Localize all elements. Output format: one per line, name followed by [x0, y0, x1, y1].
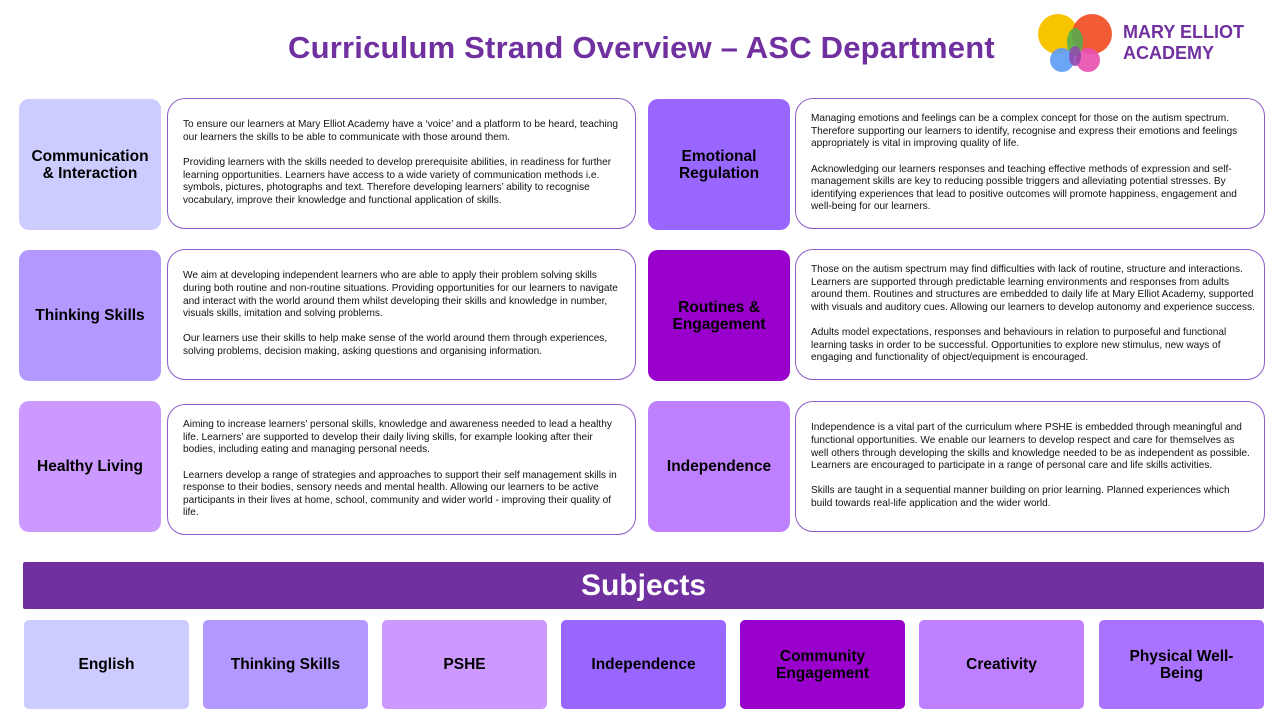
subject-creativity: Creativity	[919, 620, 1084, 709]
logo-line-2: ACADEMY	[1123, 43, 1215, 63]
strand-description-communication: To ensure our learners at Mary Elliot Academy have a ‘voice’ and a platform to be heard, teaching our learners the skills to be able to communicate with those around them. Providing learners with the skills needed to develop prerequisite abilities, in readiness for further learning opportunities. Learners have access to a wide variety of communication methods i.e. symbols, pictures, photographs and text. Therefore developing learners’ ability to recognise vocabulary, improve their knowledge and functional application of skills.	[167, 98, 636, 229]
subjects-heading: Subjects	[580, 568, 707, 602]
subjects-heading-bar	[23, 562, 1264, 609]
strand-label-thinking-skills: Thinking Skills	[19, 250, 161, 381]
subject-pshe: PSHE	[382, 620, 547, 709]
academy-logo	[1036, 12, 1272, 72]
strand-label-emotional-regulation: Emotional Regulation	[648, 99, 790, 230]
strand-label-healthy-living: Healthy Living	[19, 401, 161, 532]
strand-label-independence: Independence	[648, 401, 790, 532]
subject-thinking-skills: Thinking Skills	[203, 620, 368, 709]
strand-description-independence: Independence is a vital part of the curriculum where PSHE is embedded through meaningful and functional opportunities. We enable our learners to develop respect and care for themselves as well others through developing the skills and knowledge needed to be as independent as possible. Learners are encouraged to participate in a range of personal care and life skills activities. Skills are taught in a sequential manner building on prior learning. Planned experiences which build towards real-life application and the wider world.	[795, 401, 1265, 532]
page-title: Curriculum Strand Overview – ASC Department	[288, 30, 995, 65]
strand-description-thinking-skills: We aim at developing independent learners who are able to apply their problem solving skills during both routine and non-routine situations. Providing opportunities for our learners to navigate and interact with the world around them whilst developing their skills and knowledge in number, visuals skills, imitation and solving problems. Our learners use their skills to help make sense of the world around them through experiences, solving problems, decision making, asking questions and organising information.	[167, 249, 636, 380]
strand-label-communication: Communication & Interaction	[19, 99, 161, 230]
subject-physical-well-being: Physical Well-Being	[1099, 620, 1264, 709]
subject-community-engagement: Community Engagement	[740, 620, 905, 709]
subject-english: English	[24, 620, 189, 709]
strand-description-emotional-regulation: Managing emotions and feelings can be a complex concept for those on the autism spectrum. Therefore supporting our learners to identify, recognise and express their emotions and feelings appropriately is vital in improving quality of life. Acknowledging our learners responses and teaching effective methods of expression and self-management skills are key to reducing possible triggers and alleviating potential stresses. By identifying experiences that lead to positive outcomes will promote happiness, engagement and well-being for our learners.	[795, 98, 1265, 229]
strand-description-healthy-living: Aiming to increase learners’ personal skills, knowledge and awareness needed to lead a healthy life. Learners’ are supported to develop their daily living skills, for example looking after their bodies, including eating and managing personal needs. Learners develop a range of strategies and approaches to support their self management skills in response to their bodies, sensory needs and mental health. Allowing our learners to be active participants in their lives at home, school, community and wider world - improving their quality of life.	[167, 404, 636, 535]
strand-label-routines-engagement: Routines & Engagement	[648, 250, 790, 381]
logo-line-1: MARY ELLIOT	[1123, 22, 1244, 42]
subject-independence: Independence	[561, 620, 726, 709]
butterfly-logo-icon	[1036, 12, 1118, 72]
logo-wordmark	[1123, 22, 1273, 64]
strand-description-routines-engagement: Those on the autism spectrum may find difficulties with lack of routine, structure and interactions. Learners are supported through predictable learning environments and responses from adults around them. Routines and structures are embedded to daily life at Mary Elliot Academy, supported with visuals and auditory cues. Allowing our learners to develop autonomy and experience success. Adults model expectations, responses and behaviours in relation to purposeful and functional learning tasks in order to be successful. Opportunities to explore new stimulus, new ways of engaging and functionality of object/equipment is encouraged.	[795, 249, 1265, 380]
